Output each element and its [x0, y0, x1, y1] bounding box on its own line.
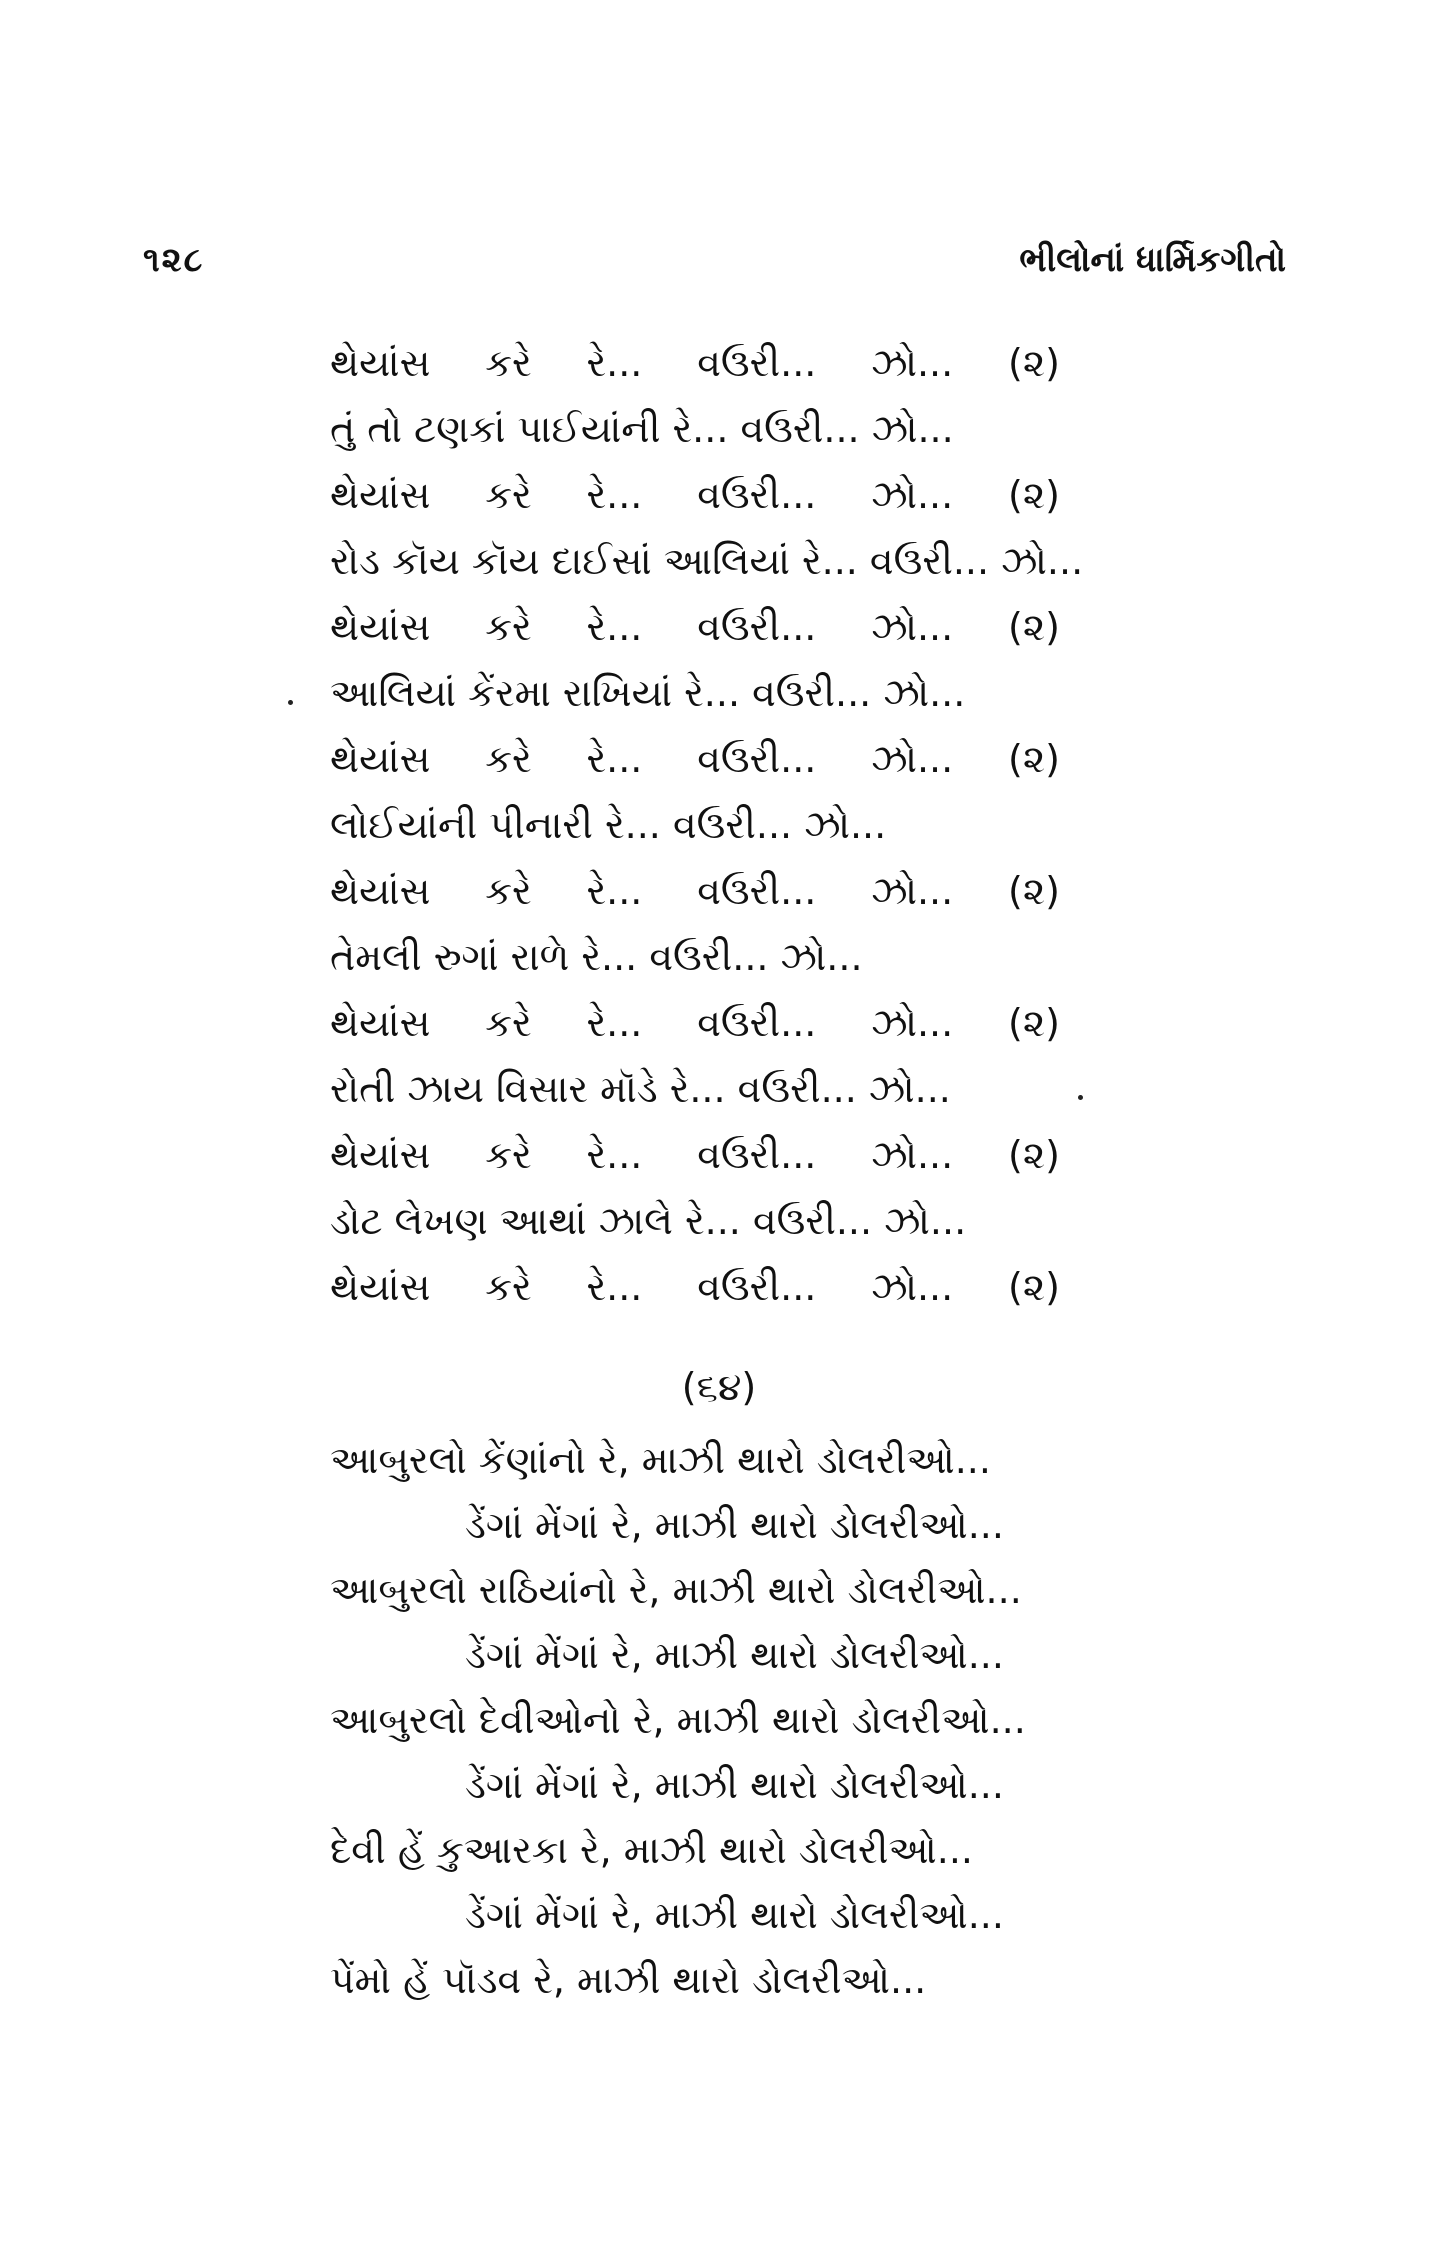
- verse-line: આબુરલો કેંણાંનો રે, માઝી થારો ડોલરીઓ...: [330, 1438, 991, 1482]
- refrain-word: રે...: [586, 869, 643, 913]
- refrain-word: રે...: [586, 605, 643, 649]
- verse-line: આબુરલો રાઠિયાંનો રે, માઝી થારો ડોલરીઓ...: [330, 1568, 1022, 1612]
- refrain-word: (૨): [1008, 737, 1060, 781]
- refrain-word: થેયાંસ: [330, 737, 431, 781]
- refrain-line: [330, 594, 1060, 660]
- refrain-word: રે...: [586, 737, 643, 781]
- song-64: [330, 1428, 1110, 2013]
- refrain-word: કરે: [485, 473, 532, 517]
- refrain-line: [330, 462, 1060, 528]
- refrain-word: (૨): [1008, 341, 1060, 385]
- refrain-word: થેયાંસ: [330, 605, 431, 649]
- verse-line: આલિયાં કેંરમા રાખિયાં રે... વઉરી... ઝો...: [330, 671, 966, 715]
- refrain-word: (૨): [1008, 473, 1060, 517]
- refrain-line: ડેંગાં મેંગાં રે, માઝી થારો ડોલરીઓ...: [465, 1893, 1004, 1937]
- refrain-word: કરે: [485, 605, 532, 649]
- refrain-line: [330, 990, 1060, 1056]
- refrain-word: રે...: [586, 341, 643, 385]
- verse-line: લોઈયાંની પીનારી રે... વઉરી... ઝો...: [330, 803, 887, 847]
- refrain-word: કરે: [485, 1001, 532, 1045]
- verse-line: દેવી હેં કુઆરકા રે, માઝી થારો ડોલરીઓ...: [330, 1828, 973, 1872]
- refrain-line: [330, 1122, 1060, 1188]
- refrain-word: રે...: [586, 1133, 643, 1177]
- refrain-word: ઝો...: [871, 737, 954, 781]
- refrain-word: વઉરી...: [697, 473, 817, 517]
- refrain-word: રે...: [586, 473, 643, 517]
- refrain-word: વઉરી...: [697, 341, 817, 385]
- refrain-word: ઝો...: [871, 1133, 954, 1177]
- refrain-word: થેયાંસ: [330, 1001, 431, 1045]
- refrain-word: થેયાંસ: [330, 869, 431, 913]
- refrain-word: કરે: [485, 1265, 532, 1309]
- refrain-word: (૨): [1008, 605, 1060, 649]
- song-63-continued: [330, 330, 1084, 1320]
- refrain-word: રે...: [586, 1001, 643, 1045]
- refrain-line: ડેંગાં મેંગાં રે, માઝી થારો ડોલરીઓ...: [465, 1633, 1004, 1677]
- refrain-word: કરે: [485, 1133, 532, 1177]
- refrain-word: (૨): [1008, 1133, 1060, 1177]
- refrain-line: [330, 330, 1060, 396]
- verse-line: રોડ કૉય કૉય દાઈસાં આલિયાં રે... વઉરી... ઝો...: [330, 539, 1084, 583]
- refrain-word: કરે: [485, 737, 532, 781]
- refrain-word: કરે: [485, 869, 532, 913]
- refrain-word: ઝો...: [871, 869, 954, 913]
- refrain-line: [330, 858, 1060, 924]
- refrain-word: ઝો...: [871, 605, 954, 649]
- verse-line: પેંમો હેં પૉડવ રે, માઝી થારો ડોલરીઓ...: [330, 1958, 927, 2002]
- print-speck: [288, 700, 293, 705]
- verse-line: ડોટ લેખણ આથાં ઝાલે રે... વઉરી... ઝો...: [330, 1199, 967, 1243]
- refrain-line: ડેંગાં મેંગાં રે, માઝી થારો ડોલરીઓ...: [465, 1763, 1004, 1807]
- refrain-line: [330, 726, 1060, 792]
- verse-line: રોતી ઝાય વિસાર મૉડે રે... વઉરી... ઝો...: [330, 1067, 951, 1111]
- refrain-word: ઝો...: [871, 1265, 954, 1309]
- refrain-word: (૨): [1008, 869, 1060, 913]
- refrain-word: (૨): [1008, 1265, 1060, 1309]
- refrain-word: ઝો...: [871, 473, 954, 517]
- refrain-word: ઝો...: [871, 1001, 954, 1045]
- refrain-word: વઉરી...: [697, 1265, 817, 1309]
- refrain-line: [330, 1254, 1060, 1320]
- refrain-word: થેયાંસ: [330, 341, 431, 385]
- refrain-word: વઉરી...: [697, 1133, 817, 1177]
- refrain-word: થેયાંસ: [330, 1265, 431, 1309]
- page-number: ૧૨૮: [143, 240, 205, 280]
- print-speck: [1078, 1095, 1083, 1100]
- refrain-word: થેયાંસ: [330, 473, 431, 517]
- refrain-word: કરે: [485, 341, 532, 385]
- running-head: ભીલોનાં ધાર્મિકગીતો: [1019, 240, 1286, 280]
- refrain-word: વઉરી...: [697, 737, 817, 781]
- refrain-word: (૨): [1008, 1001, 1060, 1045]
- section-number: (૬૪): [681, 1365, 757, 1409]
- refrain-line: ડેંગાં મેંગાં રે, માઝી થારો ડોલરીઓ...: [465, 1503, 1004, 1547]
- verse-line: તું તો ટણકાં પાઈયાંની રે... વઉરી... ઝો...: [330, 407, 954, 451]
- refrain-word: વઉરી...: [697, 869, 817, 913]
- refrain-word: વઉરી...: [697, 1001, 817, 1045]
- verse-line: તેમલી રુગાં રાળે રે... વઉરી... ઝો...: [330, 935, 863, 979]
- refrain-word: વઉરી...: [697, 605, 817, 649]
- refrain-word: રે...: [586, 1265, 643, 1309]
- verse-line: આબુરલો દેવીઓનો રે, માઝી થારો ડોલરીઓ...: [330, 1698, 1026, 1742]
- refrain-word: ઝો...: [871, 341, 954, 385]
- refrain-word: થેયાંસ: [330, 1133, 431, 1177]
